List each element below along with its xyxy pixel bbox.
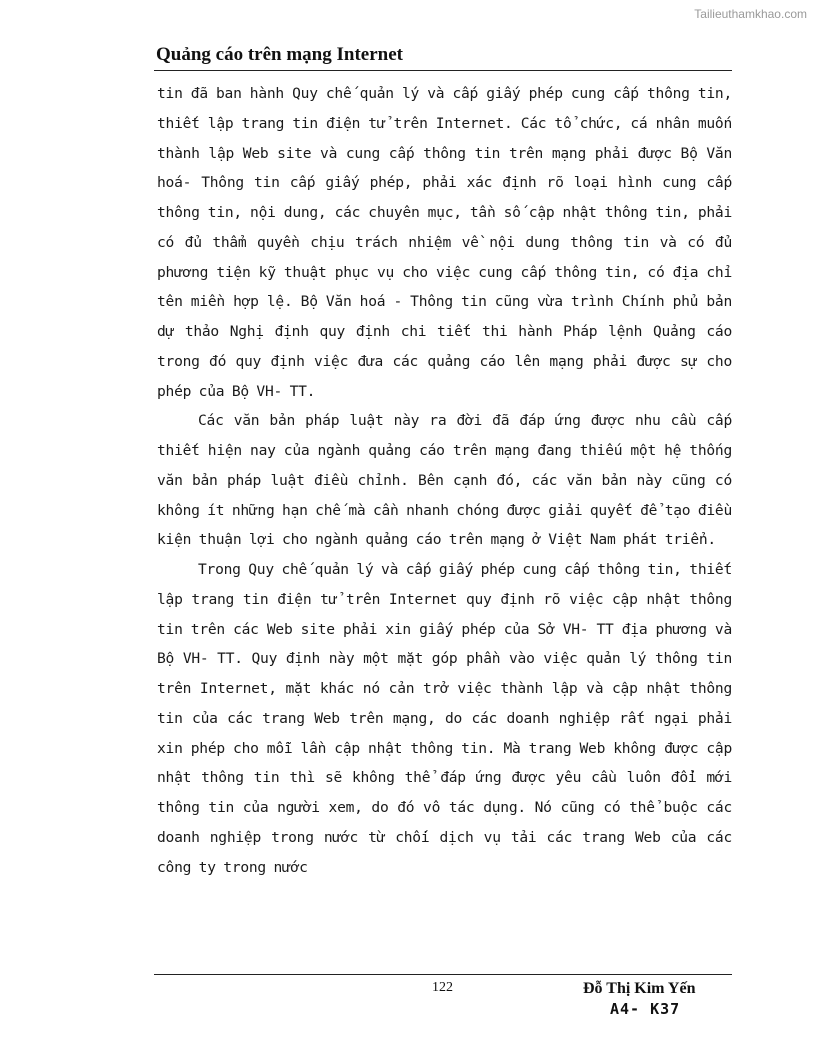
body-text	[157, 79, 732, 882]
paragraph: Trong Quy chế quản lý và cấp giấy phép cung cấp thông tin, thiết lập trang tin điện tử trên Internet quy định rõ việc cập nhật thông tin trên các Web site phải xin giấy phép của Sở VH- TT địa phương và Bộ VH- TT. Quy định này một mặt góp phần vào việc quản lý thông tin trên Internet, mặt khác nó cản trở việc thành lập và cập nhật thông tin của các trang Web trên mạng, do các doanh nghiệp rất ngại phải xin phép cho mỗi lần cập nhật thông tin. Mà trang Web không được cập nhật thông tin thì sẽ không thể đáp ứng được yêu cầu luôn đổi mới thông tin của người xem, do đó vô tác dụng. Nó cũng có thể buộc các doanh nghiệp trong nước từ chối dịch vụ tải các trang Web của các công ty trong nước	[157, 561, 732, 876]
footer-divider	[154, 974, 732, 975]
author-class: A4- K37	[610, 1000, 681, 1018]
header-divider	[154, 70, 732, 71]
page-header-title: Quảng cáo trên mạng Internet	[156, 44, 403, 65]
author-name: Đỗ Thị Kim Yến	[583, 980, 696, 997]
paragraph: tin đã ban hành Quy chế quản lý và cấp giấy phép cung cấp thông tin, thiết lập trang tin điện tử trên Internet. Các tổ chức, cá nhân muốn thành lập Web site và cung cấp thông tin trên mạng phải được Bộ Văn hoá- Thông tin cấp giấy phép, phải xác định rõ loại hình cung cấp thông tin, nội dung, các chuyên mục, tần số cập nhật thông tin, phải có đủ thẩm quyền chịu trách nhiệm về nội dung thông tin và có đủ phương tiện kỹ thuật phục vụ cho việc cung cấp thông tin, có địa chỉ tên miền hợp lệ. Bộ Văn hoá - Thông tin cũng vừa trình Chính phủ bản dự thảo Nghị định quy định chi tiết thi hành Pháp lệnh Quảng cáo trong đó quy định việc đưa các quảng cáo lên mạng phải được sự cho phép của Bộ VH- TT.	[157, 85, 732, 400]
page-number: 122	[432, 980, 453, 995]
paragraph: Các văn bản pháp luật này ra đời đã đáp ứng được nhu cầu cấp thiết hiện nay của ngành quảng cáo trên mạng đang thiếu một hệ thống văn bản pháp luật điều chỉnh. Bên cạnh đó, các văn bản này cũng có không ít những hạn chế mà cần nhanh chóng được giải quyết để tạo điều kiện thuận lợi cho ngành quảng cáo trên mạng ở Việt Nam phát triển.	[157, 412, 732, 549]
watermark: Tailieuthamkhao.com	[694, 7, 807, 21]
